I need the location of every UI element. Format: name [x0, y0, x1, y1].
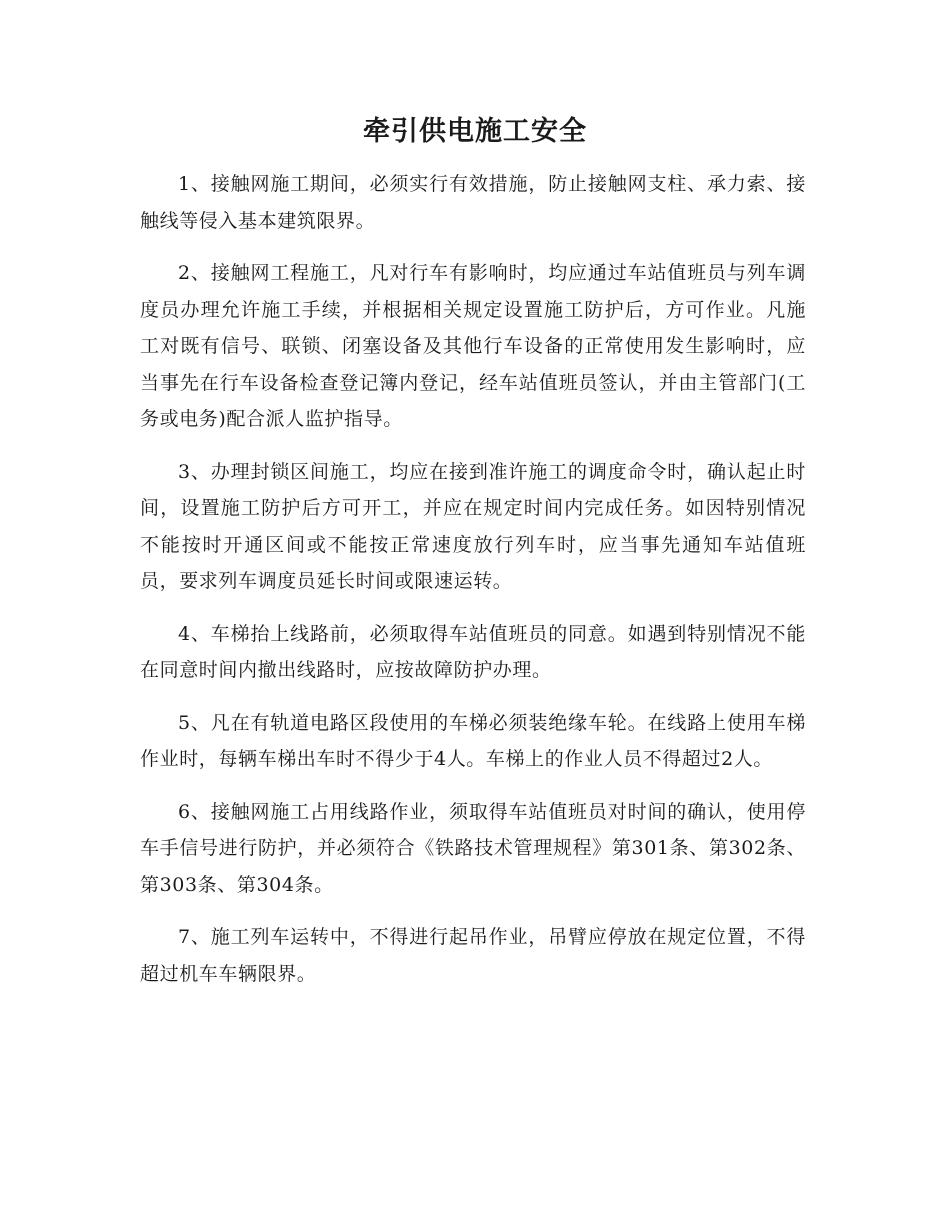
paragraph-3: 3、办理封锁区间施工，均应在接到准许施工的调度命令时，确认起止时间，设置施工防护后方可开工，并应在规定时间内完成任务。如因特别情况不能按时开通区间或不能按正常速度放行列车时，应当事先通知车站值班员，要求列车调度员延长时间或限速运转。 [140, 460, 806, 592]
paragraph-2: 2、接触网工程施工，凡对行车有影响时，均应通过车站值班员与列车调度员办理允许施工手续，并根据相关规定设置施工防护后，方可作业。凡施工对既有信号、联锁、闭塞设备及其他行车设备的正常使用发生影响时，应当事先在行车设备检查登记簿内登记，经车站值班员签认，并由主管部门(工务或电务)配合派人监护指导。 [140, 262, 806, 430]
paragraph-6: 6、接触网施工占用线路作业，须取得车站值班员对时间的确认，使用停车手信号进行防护，并必须符合《铁路技术管理规程》第301条、第302条、第303条、第304条。 [140, 800, 806, 896]
document-body [140, 166, 806, 1008]
paragraph-7: 7、施工列车运转中，不得进行起吊作业，吊臂应停放在规定位置，不得超过机车车辆限界。 [140, 926, 806, 985]
document-title: 牵引供电施工安全 [363, 116, 587, 147]
paragraph-1: 1、接触网施工期间，必须实行有效措施，防止接触网支柱、承力索、接触线等侵入基本建筑限界。 [140, 173, 806, 232]
paragraph-5: 5、凡在有轨道电路区段使用的车梯必须装绝缘车轮。在线路上使用车梯作业时，每辆车梯出车时不得少于4人。车梯上的作业人员不得超过2人。 [140, 711, 806, 770]
paragraph-4: 4、车梯抬上线路前，必须取得车站值班员的同意。如遇到特别情况不能在同意时间内撤出线路时，应按故障防护办理。 [140, 622, 806, 681]
